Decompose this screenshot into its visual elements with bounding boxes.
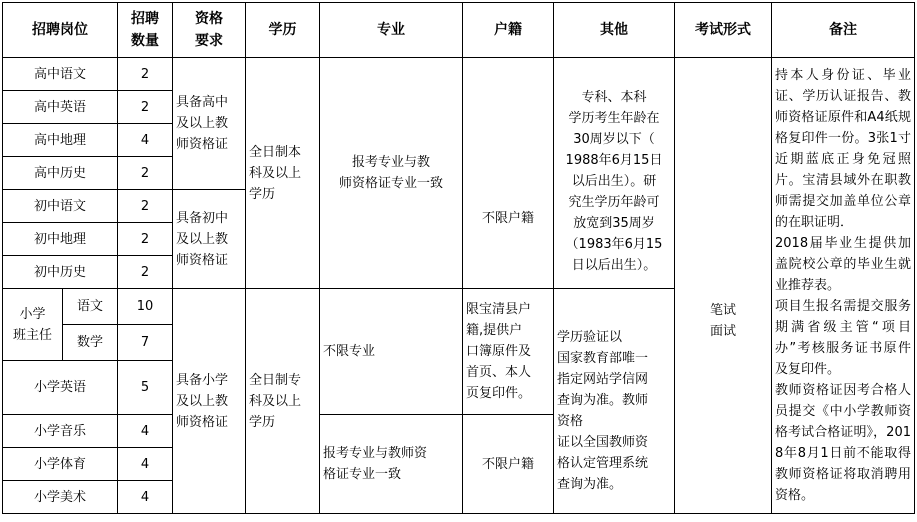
- position-cell: 小学英语: [3, 361, 118, 415]
- exam-form: 笔试 面试: [675, 58, 772, 514]
- count-cell: 4: [118, 448, 173, 481]
- header-qualification: 资格 要求: [173, 3, 246, 58]
- count-cell: 2: [118, 256, 173, 289]
- header-hukou: 户籍: [463, 3, 554, 58]
- count-cell: 7: [118, 325, 173, 361]
- count-cell: 2: [118, 190, 173, 223]
- count-cell: 2: [118, 91, 173, 124]
- header-position: 招聘岗位: [3, 3, 118, 58]
- major-upper: 报考专业与教 师资格证专业一致: [320, 58, 463, 289]
- education-bachelor: 全日制本 科及以上 学历: [246, 58, 320, 289]
- count-cell: 2: [118, 157, 173, 190]
- header-exam: 考试形式: [675, 3, 772, 58]
- remark-graduates: 2018届毕业生提供加盖院校公章的毕业生就业推荐表。: [775, 236, 911, 293]
- table-row: [3, 58, 915, 91]
- position-cell: 小学体育: [3, 448, 118, 481]
- header-row: [3, 3, 915, 58]
- qualification-junior-high: 具备初中 及以上教 师资格证: [173, 190, 246, 289]
- position-cell: 小学美术: [3, 481, 118, 514]
- count-cell: 5: [118, 361, 173, 415]
- count-cell: 4: [118, 124, 173, 157]
- count-cell: 4: [118, 481, 173, 514]
- position-cell: 小学音乐: [3, 415, 118, 448]
- count-cell: 2: [118, 58, 173, 91]
- position-cell: 初中语文: [3, 190, 118, 223]
- recruitment-table: [2, 2, 915, 514]
- major-lower: 报考专业与教师资 格证专业一致: [320, 415, 463, 514]
- hukou-lower: 不限户籍: [463, 415, 554, 514]
- remark-certificate: 教师资格证因考合格人员提交《中小学教师资格考试合格证明》，2018年8月1日前不能取得教师资格证将取消聘用资格。: [775, 383, 911, 503]
- remark-id-docs: 持本人身份证、毕业证、学历认证报告、教师资格证原件和A4纸规格复印件一份。3张1寸近期蓝底正身免冠照片。宝清县域外在职教师需提交加盖单位公章的在职证明．: [775, 68, 911, 230]
- other-age: 专科、本科 学历考生年龄在 30周岁以下（ 1988年6月15日 以后出生）。研 究生学历年龄可 放宽到35周岁 （1983年6月15 日以后出生）。: [554, 58, 675, 289]
- header-major: 专业: [320, 3, 463, 58]
- position-group-headteacher: 小学 班主任: [3, 289, 63, 361]
- position-cell: 初中地理: [3, 223, 118, 256]
- hukou-middle: 限宝清县户 籍,提供户 口簿原件及 首页、本人 页复印件。: [463, 289, 554, 415]
- position-cell: 高中语文: [3, 58, 118, 91]
- hukou-upper: 不限户籍: [463, 58, 554, 289]
- position-cell: 初中历史: [3, 256, 118, 289]
- header-count: 招聘 数量: [118, 3, 173, 58]
- position-cell: 高中历史: [3, 157, 118, 190]
- subject-cell: 数学: [63, 325, 118, 361]
- header-other: 其他: [554, 3, 675, 58]
- major-unlimited: 不限专业: [320, 289, 463, 415]
- remark-project: 项目生报名需提交服务期满省级主管“项目办”考核服务证书原件及复印件。: [775, 299, 911, 377]
- remarks-cell: [772, 58, 915, 514]
- header-education: 学历: [246, 3, 320, 58]
- count-cell: 2: [118, 223, 173, 256]
- education-college: 全日制专 科及以上 学历: [246, 289, 320, 514]
- position-cell: 高中地理: [3, 124, 118, 157]
- position-cell: 高中英语: [3, 91, 118, 124]
- qualification-high-school: 具备高中 及以上教 师资格证: [173, 58, 246, 190]
- qualification-primary: 具备小学 及以上教 师资格证: [173, 289, 246, 514]
- count-cell: 10: [118, 289, 173, 325]
- header-remarks: 备注: [772, 3, 915, 58]
- subject-cell: 语文: [63, 289, 118, 325]
- other-verify: 学历验证以 国家教育部唯一 指定网站学信网 查询为准。教师 资格 证以全国教师资 格认定管理系统 查询为准。: [554, 289, 675, 514]
- count-cell: 4: [118, 415, 173, 448]
